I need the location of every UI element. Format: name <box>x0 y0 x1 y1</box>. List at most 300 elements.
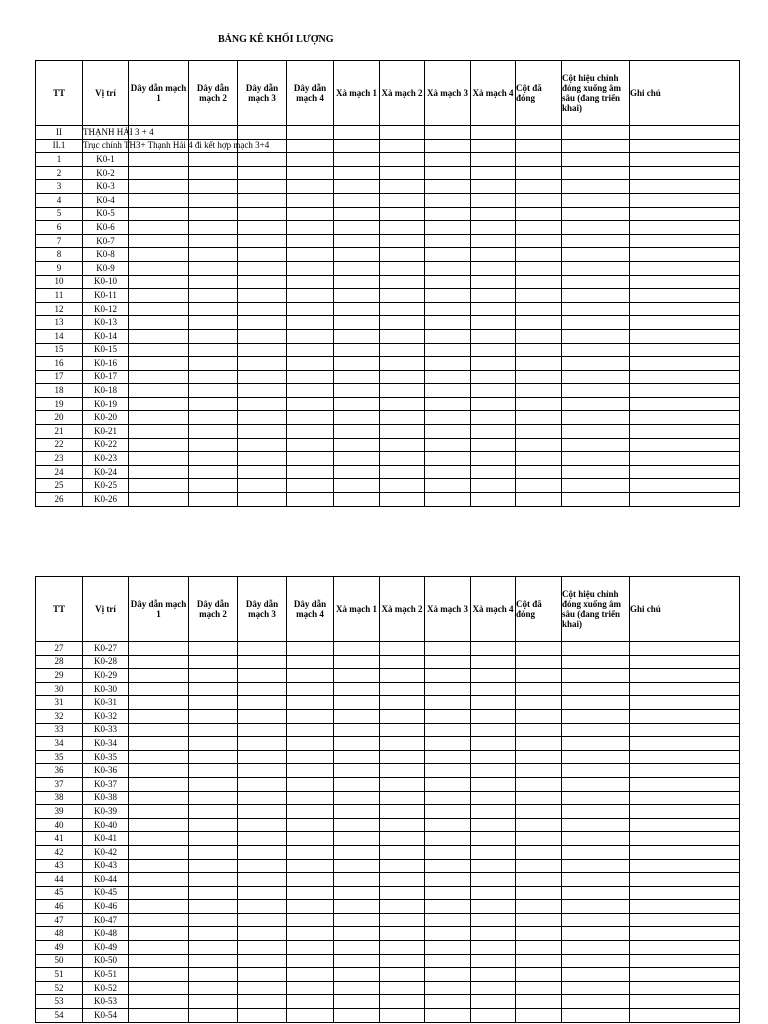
empty-cell <box>287 709 334 723</box>
empty-cell <box>334 845 380 859</box>
empty-cell <box>630 397 740 411</box>
empty-cell <box>189 452 238 466</box>
empty-cell <box>238 329 287 343</box>
empty-cell <box>425 818 471 832</box>
empty-cell <box>516 832 562 846</box>
row-tt: 7 <box>36 234 83 248</box>
empty-cell <box>334 941 380 955</box>
empty-cell <box>380 873 425 887</box>
empty-cell <box>334 968 380 982</box>
row-tt: 50 <box>36 954 83 968</box>
row-position: K0-32 <box>83 709 129 723</box>
empty-cell <box>471 791 516 805</box>
empty-cell <box>129 425 189 439</box>
empty-cell <box>334 995 380 1009</box>
empty-cell <box>129 343 189 357</box>
quantity-table-page1 <box>35 60 740 507</box>
table-row <box>36 465 740 479</box>
row-position: K0-4 <box>83 193 129 207</box>
empty-cell <box>380 207 425 221</box>
empty-cell <box>516 193 562 207</box>
empty-cell <box>516 655 562 669</box>
table-body-page2 <box>36 642 740 1023</box>
empty-cell <box>562 655 630 669</box>
empty-cell <box>630 275 740 289</box>
row-position: K0-16 <box>83 357 129 371</box>
header-tt: TT <box>36 577 83 642</box>
table-row <box>36 968 740 982</box>
empty-cell <box>562 968 630 982</box>
row-position: K0-34 <box>83 737 129 751</box>
table-row <box>36 682 740 696</box>
row-tt: 35 <box>36 750 83 764</box>
empty-cell <box>562 193 630 207</box>
row-tt: 13 <box>36 316 83 330</box>
empty-cell <box>562 465 630 479</box>
empty-cell <box>287 465 334 479</box>
empty-cell <box>516 248 562 262</box>
empty-cell <box>238 709 287 723</box>
empty-cell <box>287 777 334 791</box>
empty-cell <box>516 316 562 330</box>
row-position: K0-37 <box>83 777 129 791</box>
empty-cell <box>129 221 189 235</box>
empty-cell <box>471 411 516 425</box>
empty-cell <box>189 873 238 887</box>
row-tt: 38 <box>36 791 83 805</box>
table-row <box>36 343 740 357</box>
empty-cell <box>189 370 238 384</box>
row-tt: 25 <box>36 479 83 493</box>
table-row <box>36 777 740 791</box>
empty-cell <box>287 166 334 180</box>
empty-cell <box>425 207 471 221</box>
empty-cell <box>287 913 334 927</box>
empty-cell <box>334 818 380 832</box>
empty-cell <box>238 927 287 941</box>
empty-cell <box>516 805 562 819</box>
empty-cell <box>129 927 189 941</box>
empty-cell <box>287 343 334 357</box>
empty-cell <box>380 669 425 683</box>
empty-cell <box>238 805 287 819</box>
empty-cell <box>425 357 471 371</box>
empty-cell <box>334 248 380 262</box>
header-crossarm-2: Xà mạch 2 <box>380 577 425 642</box>
empty-cell <box>562 791 630 805</box>
empty-cell <box>562 153 630 167</box>
row-tt: 20 <box>36 411 83 425</box>
empty-cell <box>189 261 238 275</box>
empty-cell <box>471 207 516 221</box>
empty-cell <box>287 886 334 900</box>
empty-cell <box>516 234 562 248</box>
empty-cell <box>189 941 238 955</box>
empty-cell <box>129 981 189 995</box>
empty-cell <box>471 682 516 696</box>
empty-cell <box>562 723 630 737</box>
table-row <box>36 669 740 683</box>
empty-cell <box>287 207 334 221</box>
empty-cell <box>287 193 334 207</box>
header-conductor-2: Dây dẫn mạch 2 <box>189 61 238 126</box>
row-tt: 44 <box>36 873 83 887</box>
row-position: K0-11 <box>83 289 129 303</box>
empty-cell <box>630 682 740 696</box>
empty-cell <box>630 995 740 1009</box>
table-row <box>36 818 740 832</box>
empty-cell <box>380 845 425 859</box>
empty-cell <box>189 696 238 710</box>
empty-cell <box>129 275 189 289</box>
empty-cell <box>630 859 740 873</box>
table-row <box>36 370 740 384</box>
empty-cell <box>425 845 471 859</box>
empty-cell <box>189 153 238 167</box>
empty-cell <box>562 493 630 507</box>
quantity-table-page2 <box>35 576 740 1023</box>
empty-cell <box>425 913 471 927</box>
empty-cell <box>516 221 562 235</box>
empty-cell <box>471 316 516 330</box>
row-position: K0-20 <box>83 411 129 425</box>
empty-cell <box>425 397 471 411</box>
empty-cell <box>129 302 189 316</box>
empty-cell <box>380 886 425 900</box>
empty-cell <box>238 682 287 696</box>
table-row <box>36 316 740 330</box>
empty-cell <box>630 642 740 656</box>
empty-cell <box>238 777 287 791</box>
empty-cell <box>334 764 380 778</box>
empty-cell <box>129 248 189 262</box>
empty-cell <box>562 682 630 696</box>
empty-cell <box>425 343 471 357</box>
header-crossarm-2: Xà mạch 2 <box>380 61 425 126</box>
table-row <box>36 411 740 425</box>
empty-cell <box>189 737 238 751</box>
empty-cell <box>516 153 562 167</box>
empty-cell <box>630 452 740 466</box>
empty-cell <box>630 207 740 221</box>
empty-cell <box>425 248 471 262</box>
empty-cell <box>129 954 189 968</box>
empty-cell <box>380 927 425 941</box>
empty-cell <box>562 941 630 955</box>
header-tt: TT <box>36 61 83 126</box>
empty-cell <box>562 316 630 330</box>
header-crossarm-3: Xà mạch 3 <box>425 577 471 642</box>
empty-cell <box>238 1009 287 1023</box>
empty-cell <box>562 927 630 941</box>
empty-cell <box>238 655 287 669</box>
empty-cell <box>380 479 425 493</box>
header-crossarm-3: Xà mạch 3 <box>425 61 471 126</box>
table-row <box>36 900 740 914</box>
empty-cell <box>516 669 562 683</box>
row-tt: 53 <box>36 995 83 1009</box>
empty-cell <box>630 723 740 737</box>
empty-cell <box>562 479 630 493</box>
empty-cell <box>471 289 516 303</box>
empty-cell <box>238 234 287 248</box>
empty-cell <box>334 329 380 343</box>
empty-cell <box>630 289 740 303</box>
empty-cell <box>238 221 287 235</box>
empty-cell <box>238 411 287 425</box>
empty-cell <box>471 873 516 887</box>
table-row <box>36 845 740 859</box>
row-tt: 49 <box>36 941 83 955</box>
table-row <box>36 384 740 398</box>
empty-cell <box>129 886 189 900</box>
empty-cell <box>516 289 562 303</box>
empty-cell <box>380 764 425 778</box>
empty-cell <box>562 1009 630 1023</box>
row-position: K0-52 <box>83 981 129 995</box>
empty-cell <box>630 832 740 846</box>
empty-cell <box>238 289 287 303</box>
row-tt: 27 <box>36 642 83 656</box>
empty-cell <box>287 397 334 411</box>
row-tt: 22 <box>36 438 83 452</box>
empty-cell <box>238 642 287 656</box>
empty-cell <box>189 234 238 248</box>
empty-cell <box>380 941 425 955</box>
row-tt: 51 <box>36 968 83 982</box>
empty-cell <box>129 805 189 819</box>
empty-cell <box>471 275 516 289</box>
empty-cell <box>238 207 287 221</box>
empty-cell <box>425 805 471 819</box>
header-position: Vị trí <box>83 61 129 126</box>
section-label: THẠNH HẢI 3 + 4 <box>83 126 129 140</box>
empty-cell <box>562 221 630 235</box>
row-position: K0-12 <box>83 302 129 316</box>
empty-cell <box>129 941 189 955</box>
empty-cell <box>562 370 630 384</box>
empty-cell <box>380 954 425 968</box>
empty-cell <box>425 193 471 207</box>
empty-cell <box>238 913 287 927</box>
table-row <box>36 737 740 751</box>
empty-cell <box>630 696 740 710</box>
empty-cell <box>516 737 562 751</box>
empty-cell <box>425 737 471 751</box>
empty-cell <box>287 1009 334 1023</box>
table-row <box>36 289 740 303</box>
row-tt: 14 <box>36 329 83 343</box>
empty-cell <box>516 275 562 289</box>
header-conductor-4: Dây dẫn mạch 4 <box>287 61 334 126</box>
empty-cell <box>471 329 516 343</box>
empty-cell <box>516 845 562 859</box>
empty-cell <box>425 642 471 656</box>
empty-cell <box>334 397 380 411</box>
empty-cell <box>380 193 425 207</box>
empty-cell <box>287 845 334 859</box>
row-tt: 2 <box>36 166 83 180</box>
empty-cell <box>238 873 287 887</box>
row-tt: 10 <box>36 275 83 289</box>
header-pile-driven: Cột đã đóng <box>516 61 562 126</box>
empty-cell <box>380 995 425 1009</box>
empty-cell <box>516 709 562 723</box>
empty-cell <box>630 818 740 832</box>
empty-cell <box>189 411 238 425</box>
empty-cell <box>630 709 740 723</box>
empty-cell <box>516 750 562 764</box>
table-row <box>36 750 740 764</box>
empty-cell <box>238 900 287 914</box>
row-tt: 29 <box>36 669 83 683</box>
empty-cell <box>129 764 189 778</box>
empty-cell <box>129 397 189 411</box>
empty-cell <box>287 696 334 710</box>
empty-cell <box>129 669 189 683</box>
empty-cell <box>287 859 334 873</box>
empty-cell <box>380 261 425 275</box>
empty-cell <box>562 234 630 248</box>
empty-cell <box>516 1009 562 1023</box>
empty-cell <box>630 968 740 982</box>
empty-cell <box>630 777 740 791</box>
empty-cell <box>334 669 380 683</box>
empty-cell <box>425 723 471 737</box>
header-crossarm-1: Xà mạch 1 <box>334 61 380 126</box>
empty-cell <box>189 329 238 343</box>
empty-cell <box>238 343 287 357</box>
empty-cell <box>238 248 287 262</box>
empty-cell <box>129 261 189 275</box>
row-tt: 15 <box>36 343 83 357</box>
empty-cell <box>630 316 740 330</box>
empty-cell <box>129 750 189 764</box>
empty-cell <box>380 343 425 357</box>
row-position: K0-18 <box>83 384 129 398</box>
empty-cell <box>425 669 471 683</box>
row-tt: 37 <box>36 777 83 791</box>
empty-cell <box>334 425 380 439</box>
table-row <box>36 493 740 507</box>
empty-cell <box>425 873 471 887</box>
empty-cell <box>238 261 287 275</box>
empty-cell <box>380 1009 425 1023</box>
empty-cell <box>425 166 471 180</box>
empty-cell <box>425 764 471 778</box>
empty-cell <box>425 927 471 941</box>
empty-cell <box>287 968 334 982</box>
empty-cell <box>238 493 287 507</box>
empty-cell <box>471 927 516 941</box>
empty-cell <box>471 465 516 479</box>
empty-cell <box>630 302 740 316</box>
empty-cell <box>380 153 425 167</box>
empty-cell <box>425 289 471 303</box>
empty-cell <box>516 479 562 493</box>
empty-cell <box>334 927 380 941</box>
empty-cell <box>471 723 516 737</box>
empty-cell <box>287 941 334 955</box>
empty-cell <box>425 329 471 343</box>
empty-cell <box>516 425 562 439</box>
empty-cell <box>562 777 630 791</box>
empty-cell <box>471 193 516 207</box>
table-row <box>36 642 740 656</box>
empty-cell <box>562 845 630 859</box>
empty-cell <box>630 193 740 207</box>
empty-cell <box>334 357 380 371</box>
row-position: K0-21 <box>83 425 129 439</box>
header-conductor-1: Dây dẫn mạch 1 <box>129 61 189 126</box>
empty-cell <box>471 234 516 248</box>
empty-cell <box>380 329 425 343</box>
empty-cell <box>562 452 630 466</box>
row-tt: 36 <box>36 764 83 778</box>
empty-cell <box>425 302 471 316</box>
empty-cell <box>238 479 287 493</box>
empty-cell <box>287 234 334 248</box>
empty-cell <box>425 750 471 764</box>
row-position: K0-35 <box>83 750 129 764</box>
empty-cell <box>516 777 562 791</box>
empty-cell <box>516 682 562 696</box>
empty-cell <box>380 234 425 248</box>
empty-cell <box>425 709 471 723</box>
empty-cell <box>334 873 380 887</box>
empty-cell <box>425 425 471 439</box>
empty-cell <box>425 452 471 466</box>
empty-cell <box>425 180 471 194</box>
empty-cell <box>471 370 516 384</box>
table-row <box>36 329 740 343</box>
row-tt: 8 <box>36 248 83 262</box>
row-tt: 18 <box>36 384 83 398</box>
empty-cell <box>516 465 562 479</box>
empty-cell <box>238 669 287 683</box>
empty-cell <box>380 221 425 235</box>
table-row <box>36 723 740 737</box>
empty-cell <box>334 316 380 330</box>
empty-cell <box>425 981 471 995</box>
empty-cell <box>562 261 630 275</box>
empty-cell <box>471 941 516 955</box>
empty-cell <box>189 438 238 452</box>
empty-cell <box>471 343 516 357</box>
empty-cell <box>238 180 287 194</box>
empty-cell <box>630 221 740 235</box>
empty-cell <box>287 981 334 995</box>
empty-cell <box>630 234 740 248</box>
empty-cell <box>471 357 516 371</box>
empty-cell <box>380 723 425 737</box>
empty-cell <box>334 954 380 968</box>
empty-cell <box>516 166 562 180</box>
empty-cell <box>189 248 238 262</box>
empty-cell <box>129 859 189 873</box>
empty-cell <box>630 791 740 805</box>
empty-cell <box>425 493 471 507</box>
empty-cell <box>471 153 516 167</box>
empty-cell <box>189 913 238 927</box>
empty-cell <box>562 886 630 900</box>
empty-cell <box>380 275 425 289</box>
row-tt: 26 <box>36 493 83 507</box>
table-row <box>36 275 740 289</box>
empty-cell <box>238 357 287 371</box>
empty-cell <box>189 302 238 316</box>
empty-cell <box>334 981 380 995</box>
